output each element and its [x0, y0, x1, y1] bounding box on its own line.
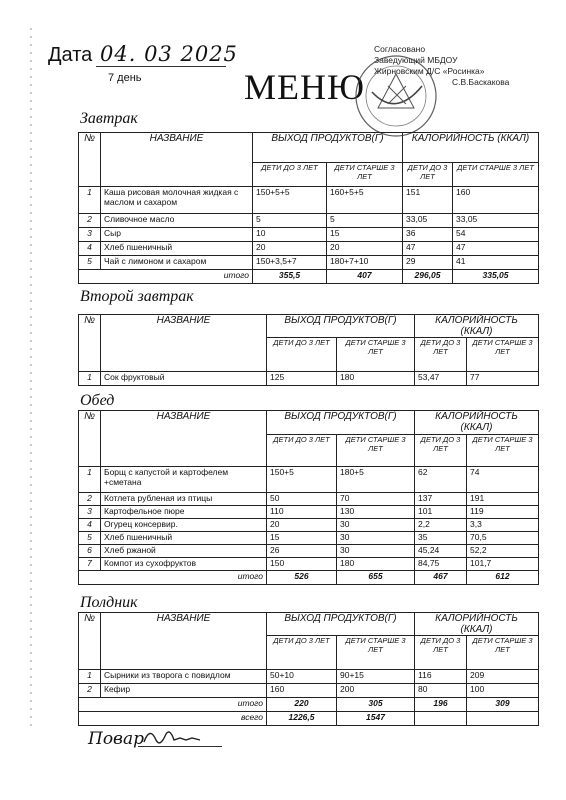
col-name: НАЗВАНИЕ: [101, 133, 253, 187]
col-yield-under3: ДЕТИ ДО 3 ЛЕТ: [267, 636, 337, 670]
col-yield-over3: ДЕТИ СТАРШЕ 3 ЛЕТ: [337, 338, 415, 372]
row-name: Сок фруктовый: [101, 372, 267, 386]
row-name: Сыр: [101, 228, 253, 242]
row-num: 2: [79, 214, 101, 228]
row-yield-under3: 20: [267, 519, 337, 532]
total-yield-over3: 407: [327, 270, 403, 284]
table-row: [79, 684, 539, 698]
col-num: №: [79, 315, 101, 372]
total-label: итого: [79, 698, 267, 712]
row-name: Компот из сухофруктов: [101, 558, 267, 571]
section-title-breakfast: Завтрак: [80, 110, 138, 127]
row-cal-over3: 119: [467, 506, 539, 519]
row-yield-over3: 15: [327, 228, 403, 242]
row-cal-under3: 36: [403, 228, 453, 242]
approval-block: [374, 44, 509, 88]
grand-total-label: всего: [79, 712, 267, 726]
total-yield-over3: 655: [337, 571, 415, 585]
row-num: 5: [79, 532, 101, 545]
total-yield-under3: 220: [267, 698, 337, 712]
col-name: НАЗВАНИЕ: [101, 411, 267, 467]
row-name: Сливочное масло: [101, 214, 253, 228]
row-yield-over3: 130: [337, 506, 415, 519]
col-cal-over3: ДЕТИ СТАРШЕ 3 ЛЕТ: [467, 435, 539, 467]
row-cal-under3: 35: [415, 532, 467, 545]
row-yield-under3: 150+5: [267, 467, 337, 493]
total-row: [79, 698, 539, 712]
total-row: [79, 270, 539, 284]
row-cal-under3: 116: [415, 670, 467, 684]
row-num: 2: [79, 493, 101, 506]
afternoon-snack-table: [78, 612, 539, 726]
row-yield-over3: 200: [337, 684, 415, 698]
table-row: [79, 519, 539, 532]
row-yield-over3: 90+15: [337, 670, 415, 684]
grand-total-empty: [415, 712, 467, 726]
col-name: НАЗВАНИЕ: [101, 315, 267, 372]
row-cal-over3: 33,05: [453, 214, 539, 228]
table-row: [79, 256, 539, 270]
row-name: Огурец консервир.: [101, 519, 267, 532]
row-yield-under3: 150: [267, 558, 337, 571]
row-name: Хлеб пшеничный: [101, 242, 253, 256]
section-title-second-breakfast: Второй завтрак: [80, 288, 194, 305]
row-cal-over3: 41: [453, 256, 539, 270]
col-calories: КАЛОРИЙНОСТЬ (ККАЛ): [415, 315, 539, 338]
col-cal-under3: ДЕТИ ДО 3 ЛЕТ: [415, 636, 467, 670]
row-cal-under3: 47: [403, 242, 453, 256]
row-cal-under3: 33,05: [403, 214, 453, 228]
col-calories: КАЛОРИЙНОСТЬ (ККАЛ): [415, 411, 539, 435]
row-yield-over3: 20: [327, 242, 403, 256]
row-yield-over3: 5: [327, 214, 403, 228]
col-cal-under3: ДЕТИ ДО 3 ЛЕТ: [415, 338, 467, 372]
total-cal-under3: 296,05: [403, 270, 453, 284]
col-yield: ВЫХОД ПРОДУКТОВ(Г): [267, 315, 415, 338]
cook-signature-line: [138, 746, 222, 747]
second-breakfast-table: [78, 314, 539, 386]
col-num: №: [79, 411, 101, 467]
table-row: [79, 506, 539, 519]
row-cal-over3: 100: [467, 684, 539, 698]
row-cal-under3: 80: [415, 684, 467, 698]
row-num: 3: [79, 506, 101, 519]
table-row: [79, 670, 539, 684]
row-yield-over3: 180: [337, 558, 415, 571]
row-cal-under3: 62: [415, 467, 467, 493]
total-cal-under3: 196: [415, 698, 467, 712]
approval-line-4: С.В.Баскакова: [452, 77, 510, 87]
row-cal-over3: 47: [453, 242, 539, 256]
col-cal-over3: ДЕТИ СТАРШЕ 3 ЛЕТ: [453, 163, 539, 187]
row-yield-under3: 20: [253, 242, 327, 256]
row-cal-under3: 2,2: [415, 519, 467, 532]
col-yield: ВЫХОД ПРОДУКТОВ(Г): [253, 133, 403, 163]
row-yield-under3: 160: [267, 684, 337, 698]
row-yield-over3: 160+5+5: [327, 187, 403, 214]
row-yield-over3: 70: [337, 493, 415, 506]
grand-total-yield-over3: 1547: [337, 712, 415, 726]
row-num: 1: [79, 670, 101, 684]
lunch-table: [78, 410, 539, 585]
row-yield-under3: 110: [267, 506, 337, 519]
table-row: [79, 493, 539, 506]
row-name: Сырники из творога с повидлом: [101, 670, 267, 684]
date-label: Дата: [48, 44, 93, 66]
row-num: 1: [79, 372, 101, 386]
row-cal-over3: 160: [453, 187, 539, 214]
row-cal-over3: 101,7: [467, 558, 539, 571]
row-yield-over3: 180: [337, 372, 415, 386]
total-label: итого: [79, 270, 253, 284]
table-row: [79, 532, 539, 545]
total-row: [79, 571, 539, 585]
col-name: НАЗВАНИЕ: [101, 613, 267, 670]
row-name: Борщ с капустой и картофелем +сметана: [101, 467, 267, 493]
table-row: [79, 372, 539, 386]
table-row: [79, 558, 539, 571]
row-cal-over3: 77: [467, 372, 539, 386]
row-cal-under3: 53,47: [415, 372, 467, 386]
total-yield-under3: 526: [267, 571, 337, 585]
row-name: Котлета рубленая из птицы: [101, 493, 267, 506]
row-num: 4: [79, 519, 101, 532]
row-cal-over3: 191: [467, 493, 539, 506]
row-name: Чай с лимоном и сахаром: [101, 256, 253, 270]
row-num: 4: [79, 242, 101, 256]
row-cal-over3: 52,2: [467, 545, 539, 558]
total-cal-over3: 309: [467, 698, 539, 712]
row-yield-under3: 125: [267, 372, 337, 386]
row-cal-over3: 54: [453, 228, 539, 242]
row-yield-over3: 30: [337, 519, 415, 532]
col-yield-over3: ДЕТИ СТАРШЕ 3 ЛЕТ: [337, 435, 415, 467]
col-yield: ВЫХОД ПРОДУКТОВ(Г): [267, 411, 415, 435]
col-cal-over3: ДЕТИ СТАРШЕ 3 ЛЕТ: [467, 338, 539, 372]
row-yield-over3: 30: [337, 545, 415, 558]
table-row: [79, 242, 539, 256]
row-name: Картофельное пюре: [101, 506, 267, 519]
row-name: Хлеб ржаной: [101, 545, 267, 558]
col-yield-under3: ДЕТИ ДО 3 ЛЕТ: [267, 435, 337, 467]
total-cal-under3: 467: [415, 571, 467, 585]
section-title-afternoon-snack: Полдник: [80, 594, 138, 611]
row-name: Каша рисовая молочная жидкая с маслом и сахаром: [101, 187, 253, 214]
row-name: Кефир: [101, 684, 267, 698]
col-cal-under3: ДЕТИ ДО 3 ЛЕТ: [415, 435, 467, 467]
row-cal-under3: 101: [415, 506, 467, 519]
row-cal-under3: 84,75: [415, 558, 467, 571]
row-num: 6: [79, 545, 101, 558]
row-num: 2: [79, 684, 101, 698]
col-yield-under3: ДЕТИ ДО 3 ЛЕТ: [253, 163, 327, 187]
row-cal-over3: 3,3: [467, 519, 539, 532]
col-calories: КАЛОРИЙНОСТЬ (ККАЛ): [415, 613, 539, 636]
approval-line-3: Жирновским Д/С «Росинка»: [374, 66, 485, 76]
cook-signature: [140, 724, 210, 748]
row-yield-under3: 50+10: [267, 670, 337, 684]
row-name: Хлеб пшеничный: [101, 532, 267, 545]
table-row: [79, 467, 539, 493]
row-yield-under3: 50: [267, 493, 337, 506]
row-cal-over3: 70,5: [467, 532, 539, 545]
col-cal-under3: ДЕТИ ДО 3 ЛЕТ: [403, 163, 453, 187]
col-yield-over3: ДЕТИ СТАРШЕ 3 ЛЕТ: [327, 163, 403, 187]
col-yield-over3: ДЕТИ СТАРШЕ 3 ЛЕТ: [337, 636, 415, 670]
row-cal-under3: 29: [403, 256, 453, 270]
row-yield-over3: 180+7+10: [327, 256, 403, 270]
day-label: 7 день: [108, 72, 142, 84]
row-cal-under3: 137: [415, 493, 467, 506]
row-num: 1: [79, 467, 101, 493]
row-num: 3: [79, 228, 101, 242]
date-underline: [96, 66, 226, 67]
section-title-lunch: Обед: [80, 392, 115, 409]
total-cal-over3: 335,05: [453, 270, 539, 284]
col-cal-over3: ДЕТИ СТАРШЕ 3 ЛЕТ: [467, 636, 539, 670]
row-yield-over3: 180+5: [337, 467, 415, 493]
col-calories: КАЛОРИЙНОСТЬ (ККАЛ): [403, 133, 539, 163]
row-yield-under3: 5: [253, 214, 327, 228]
row-num: 1: [79, 187, 101, 214]
cook-label: Повар: [88, 729, 144, 749]
row-cal-over3: 209: [467, 670, 539, 684]
total-yield-under3: 355,5: [253, 270, 327, 284]
breakfast-table: [78, 132, 539, 284]
total-yield-over3: 305: [337, 698, 415, 712]
row-cal-under3: 45,24: [415, 545, 467, 558]
col-yield-under3: ДЕТИ ДО 3 ЛЕТ: [267, 338, 337, 372]
approval-line-1: Согласовано: [374, 44, 426, 54]
row-yield-over3: 30: [337, 532, 415, 545]
row-yield-under3: 15: [267, 532, 337, 545]
row-num: 7: [79, 558, 101, 571]
total-cal-over3: 612: [467, 571, 539, 585]
table-row: [79, 545, 539, 558]
col-num: №: [79, 613, 101, 670]
table-row: [79, 228, 539, 242]
row-yield-under3: 150+5+5: [253, 187, 327, 214]
page-title: МЕНЮ: [244, 67, 365, 107]
table-row: [79, 214, 539, 228]
row-yield-under3: 26: [267, 545, 337, 558]
row-cal-under3: 151: [403, 187, 453, 214]
date-value: 04. 03 2025: [100, 42, 238, 66]
row-cal-over3: 74: [467, 467, 539, 493]
row-yield-under3: 10: [253, 228, 327, 242]
row-yield-under3: 150+3,5+7: [253, 256, 327, 270]
table-row: [79, 187, 539, 214]
col-num: №: [79, 133, 101, 187]
grand-total-empty: [467, 712, 539, 726]
row-num: 5: [79, 256, 101, 270]
total-label: итого: [79, 571, 267, 585]
grand-total-yield-under3: 1226,5: [267, 712, 337, 726]
approval-line-2: Заведующий МБДОУ: [374, 55, 458, 65]
scan-margin: [24, 28, 38, 728]
col-yield: ВЫХОД ПРОДУКТОВ(Г): [267, 613, 415, 636]
